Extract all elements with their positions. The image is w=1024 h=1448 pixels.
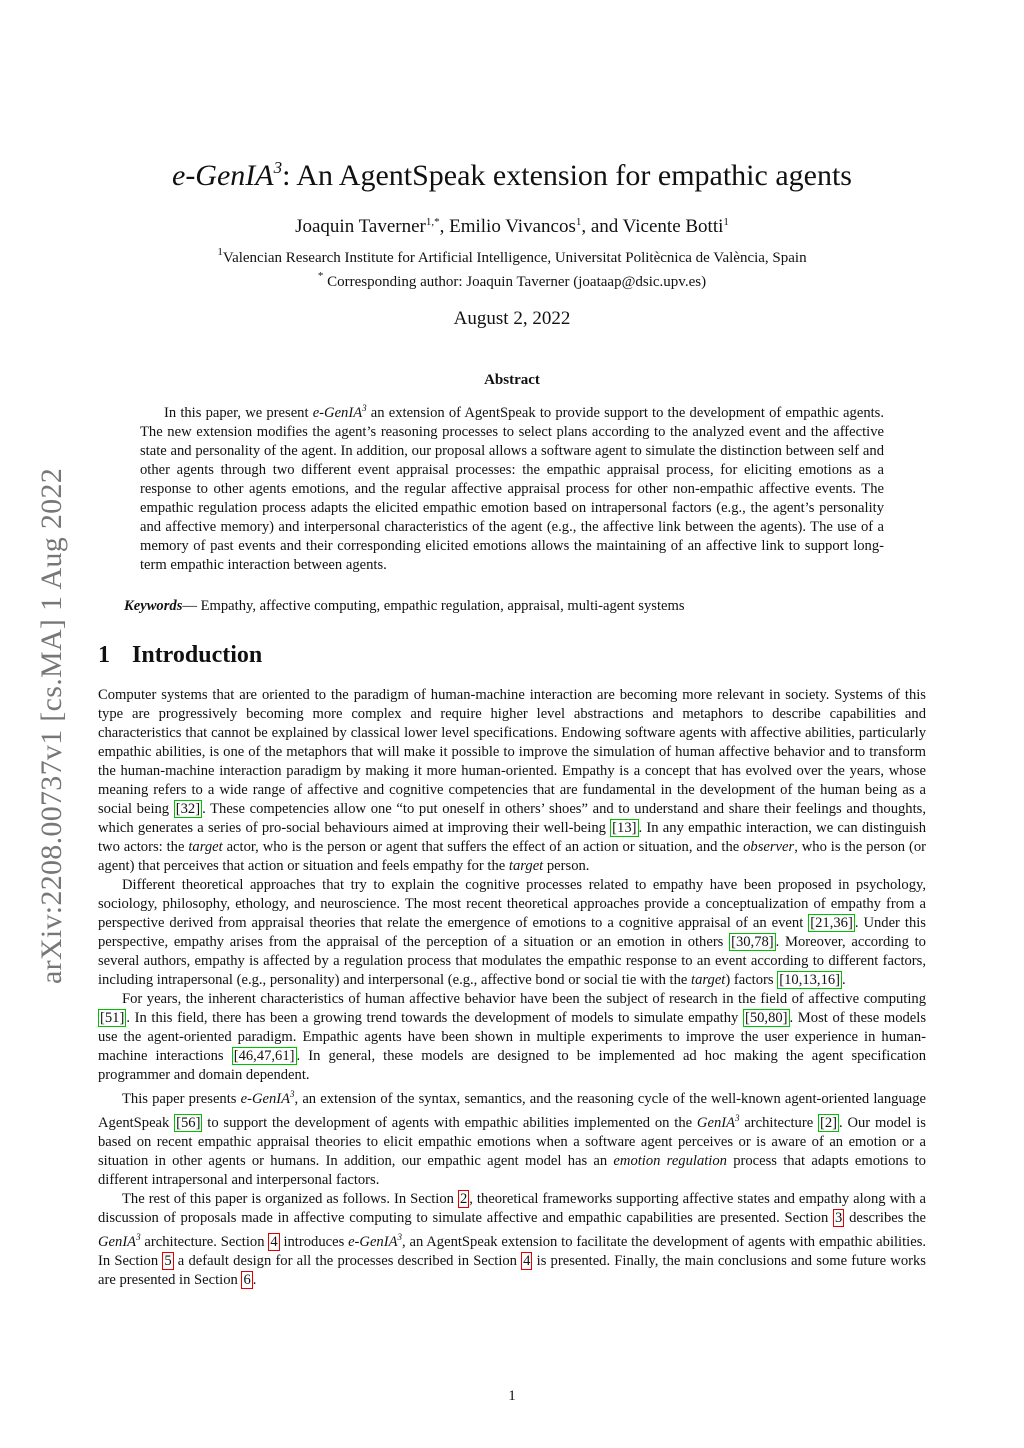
paper-date: August 2, 2022 — [453, 308, 571, 329]
p4-sup: 3 — [290, 1089, 295, 1099]
page-number: 1 — [508, 1388, 516, 1404]
p1-text-b: . These competencies allow one “to put oneself in others’ shoes” and to understand and share their feelings and thoughts, which generates a series of pro-social behaviours aimed at improving their well-being — [98, 801, 926, 836]
section-ref-link[interactable]: 6 — [243, 1271, 251, 1288]
paragraph-1 — [98, 686, 926, 876]
p5-text-e: introduces — [279, 1233, 349, 1250]
p4-text-a: This paper presents — [122, 1090, 241, 1107]
author-2: , Emilio Vivancos — [439, 216, 576, 237]
p1-text-f: person. — [543, 858, 590, 874]
p5-name-2: e-GenIA — [348, 1233, 398, 1250]
p5-text-c: describes the — [844, 1209, 926, 1226]
p1-text-e: , who is the person (or agent) that perceives that action or situation and feels empathy for the — [98, 839, 926, 874]
author-2-sup: 1 — [575, 216, 582, 228]
author-1-sup: 1,* — [425, 216, 440, 228]
section-title: Introduction — [132, 642, 263, 668]
abstract-text-2: an extension of AgentSpeak to provide support to the development of empathic agents. The new extension modifies the agent’s reasoning processes to select plans according to the analyzed event and the affective state and personality of the agent. In addition, our proposal allows a software agent to simulate the distinction between self and other agents through two different event appraisal processes: the empathic appraisal process, for eliciting emotions as a response to other agents emotions, and the regular affective appraisal process for other non-empathic affective events. The empathic regulation process adapts the elicited empathic emotion based on intrapersonal factors (e.g., the agent’s personality and affective memory) and interpersonal characteristics of the agent (e.g., the affective link between the agents). The use of a memory of past events and their corresponding elicited emotions allows the maintaining of an affective link to support long-term empathic interaction between agents. — [140, 404, 884, 573]
p1-target: target — [188, 839, 223, 855]
p5-sup: 3 — [136, 1231, 141, 1242]
affiliation-sup: 1 — [217, 246, 223, 258]
p2-text-c: . Moreover, according to several authors, empathy is affected by a regulation process that modulates the empathic response to an event according to different factors, including intrapersonal (e.g., personality) and interpersonal (e.g., affective bond or social tie with the — [98, 934, 926, 988]
keywords-label: Keywords — [124, 598, 183, 614]
title-name: e-GenIA — [172, 159, 274, 192]
p4-emotion-regulation: emotion regulation — [613, 1152, 727, 1169]
section-heading — [98, 642, 262, 669]
p5-text-f: , an AgentSpeak extension to facilitate the development of agents with empathic abilities. In Section — [98, 1233, 927, 1269]
p2-text-a: Different theoretical approaches that try to explain the cognitive processes related to empathy have been proposed in psychology, sociology, philosophy, ethology, and neuroscience. The most recent theoretical approaches provide a conceptualization of empathy from a perspective derived from appraisal theories that relate the emergence of emotions to a cognitive appraisal of an event — [98, 877, 926, 931]
arxiv-stamp — [20, 440, 84, 1012]
corresponding-author — [0, 270, 1024, 291]
paragraph-2 — [98, 876, 926, 990]
citation-link[interactable]: [21,36] — [810, 915, 853, 931]
p4-sup-2: 3 — [735, 1112, 740, 1123]
p4-text-b: , an extension of the syntax, semantics, and the reasoning cycle of the well-known agent-oriented language AgentSpeak — [98, 1090, 926, 1131]
p1-text-c: . In any empathic interaction, we can distinguish two actors: the — [98, 820, 926, 855]
author-3-sup: 1 — [723, 216, 729, 228]
p3-text-c: . Most of these models use the agent-oriented paradigm. Empathic agents have been shown in multiple experiments to improve the user experience in human-machine interactions — [98, 1010, 926, 1064]
citation-link[interactable]: [50,80] — [744, 1010, 788, 1026]
abstract-name: e-GenIA — [312, 404, 363, 421]
citation-link[interactable]: [10,13,16] — [779, 972, 841, 988]
paper-title — [0, 158, 1024, 193]
section-body — [98, 686, 926, 1290]
p1-target-2: target — [508, 858, 544, 874]
abstract-body — [140, 399, 884, 575]
paragraph-5 — [98, 1190, 926, 1290]
affiliation-text: Valencian Research Institute for Artificial Intelligence, Universitat Politècnica de València, Spain — [222, 250, 807, 266]
p1-text-a: Computer systems that are oriented to the paradigm of human-machine interaction are becoming more relevant in society. Systems of this type are progressively becoming more complex and require higher level abstractions and metaphors to describe capabilities and characteristics that cannot be explained by classical lower level specifications. Endowing software agents with affective abilities, particularly empathic abilities, is one of the metaphors that will make it possible to improve the simulation of human affective behavior and to transform the human-machine interaction paradigm by making it more human-oriented. Empathy is a concept that has evolved over the years, whose meaning refers to a wide range of affective and cognitive competencies that are fundamental in the development of the human being as a social being — [98, 687, 926, 817]
p1-text-d: actor, who is the person or agent that suffers the effect of an action or situation, and the — [222, 839, 744, 855]
p5-text-b: , theoretical frameworks supporting affective states and empathy along with a discussion of proposals made in affective computing to simulate affective and empathic capabilities are presented. Section — [98, 1190, 926, 1226]
p1-observer: observer — [743, 839, 795, 855]
keywords-text: — Empathy, affective computing, empathic regulation, appraisal, multi-agent systems — [182, 598, 685, 614]
p5-sup-2: 3 — [397, 1231, 403, 1242]
author-1: Joaquin Taverner — [295, 216, 426, 237]
paragraph-4 — [98, 1085, 926, 1190]
keywords — [124, 598, 685, 615]
abstract-heading: Abstract — [484, 372, 540, 388]
citation-link[interactable]: [46,47,61] — [233, 1048, 295, 1064]
title-rest: : An AgentSpeak extension for empathic agents — [282, 159, 852, 192]
section-ref-link[interactable]: 4 — [270, 1233, 278, 1250]
affiliation — [0, 246, 1024, 267]
section-ref-link[interactable]: 5 — [164, 1252, 172, 1269]
section-ref-link[interactable]: 4 — [523, 1252, 531, 1269]
corresponding-text: Corresponding author: Joaquin Taverner (joataap@dsic.upv.es) — [323, 274, 707, 290]
author-list — [0, 216, 1024, 238]
p4-name-2: GenIA — [696, 1114, 736, 1131]
citation-link[interactable]: [13] — [612, 820, 637, 836]
corresponding-sup: * — [317, 270, 324, 282]
p5-text-a: The rest of this paper is organized as follows. In Section — [122, 1190, 458, 1207]
p2-text-d: ) factors — [725, 972, 778, 988]
p5-text-h: is presented. Finally, the main conclusions and some future works are presented in Section — [98, 1252, 926, 1288]
citation-link[interactable]: [56] — [176, 1114, 201, 1131]
paragraph-3 — [98, 990, 926, 1085]
title-sup: 3 — [273, 158, 283, 177]
p2-text-e: . — [842, 972, 846, 988]
p5-text-d: architecture. Section — [140, 1233, 269, 1250]
p2-text-b: . Under this perspective, empathy arises from the appraisal of the perception of a situation or an emotion in others — [98, 915, 926, 950]
p2-target: target — [691, 972, 726, 988]
section-ref-link[interactable]: 2 — [459, 1190, 468, 1207]
abstract-text-1: In this paper, we present — [164, 404, 313, 421]
abstract-sup: 3 — [362, 403, 367, 413]
p4-text-c: to support the development of agents with empathic abilities implemented on the — [202, 1114, 697, 1131]
p5-text-i: . — [252, 1271, 257, 1288]
citation-link[interactable]: [51] — [100, 1010, 125, 1026]
citation-link[interactable]: [32] — [175, 801, 201, 817]
section-ref-link[interactable]: 3 — [835, 1209, 843, 1226]
p5-name: GenIA — [98, 1233, 137, 1250]
citation-link[interactable]: [30,78] — [731, 934, 774, 950]
author-3: , and Vicente Botti — [581, 216, 724, 237]
p4-text-e: . Our model is based on recent empathic appraisal theories to elicit empathic emotions when a software agent perceives or is aware of an emotion or a situation in other agents or humans. In addition, our empathic agent model has an — [98, 1114, 926, 1169]
section-number: 1 — [98, 642, 110, 668]
p5-text-g: a default design for all the processes described in Section — [173, 1252, 522, 1269]
p4-name: e-GenIA — [240, 1090, 291, 1107]
citation-link[interactable]: [2] — [819, 1114, 838, 1131]
p3-text-a: For years, the inherent characteristics of human affective behavior have been the subject of research in the field of affective computing — [122, 991, 926, 1007]
p4-text-d: architecture — [739, 1114, 818, 1131]
p3-text-d: . In general, these models are designed to be implemented ad hoc making the agent specification programmer and domain dependent. — [98, 1048, 926, 1083]
p3-text-b: . In this field, there has been a growing trend towards the development of models to simulate empathy — [126, 1010, 743, 1026]
arxiv-stamp-text: arXiv:2208.00737v1 [cs.MA] 1 Aug 2022 — [35, 467, 68, 985]
p4-text-f: process that adapts emotions to different intrapersonal and interpersonal factors. — [98, 1152, 926, 1188]
